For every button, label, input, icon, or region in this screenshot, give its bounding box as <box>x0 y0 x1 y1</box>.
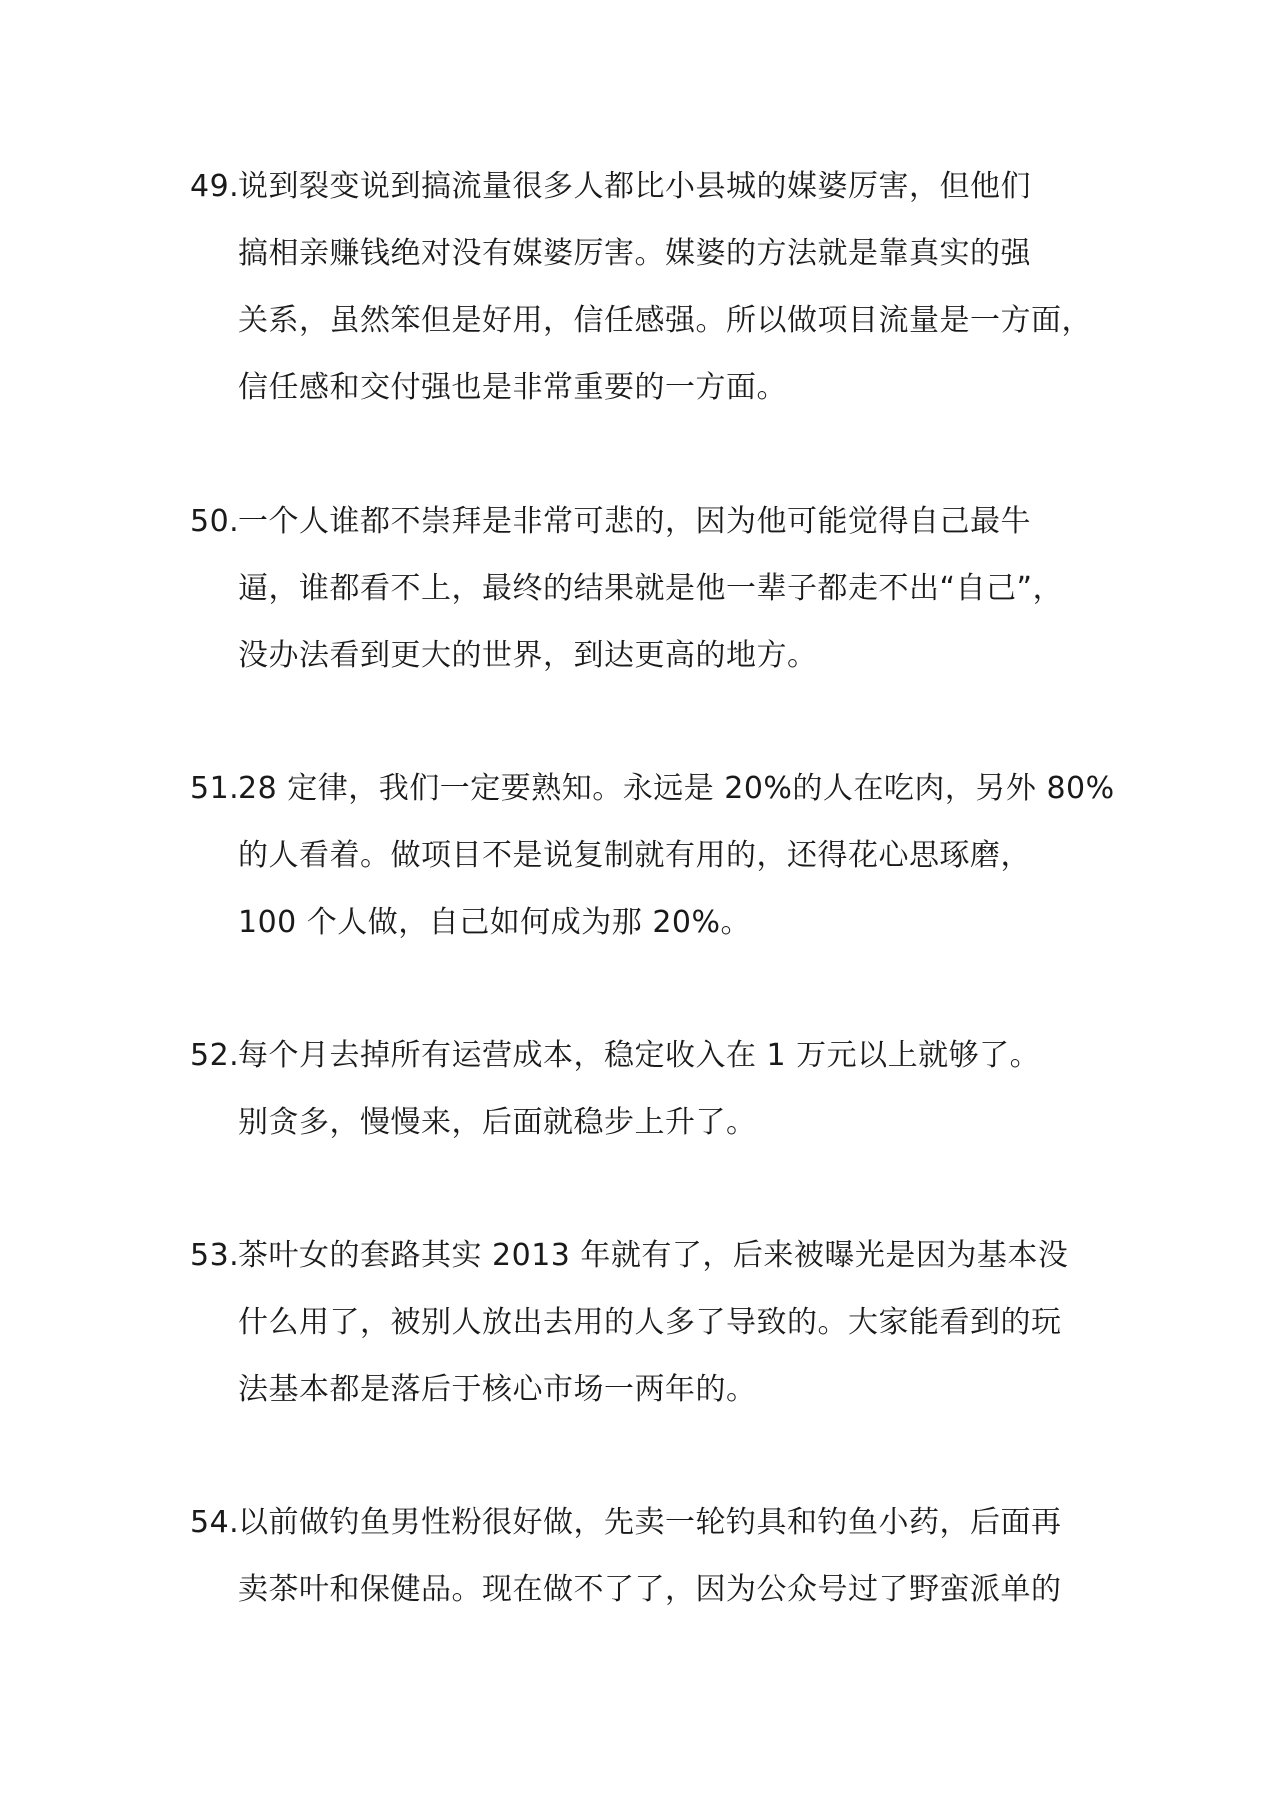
item-text: 搞相亲赚钱绝对没有媒婆厉害。媒婆的方法就是靠真实的强 <box>238 236 1031 271</box>
item-line <box>190 1356 1090 1423</box>
item-line <box>190 1222 1090 1289</box>
item-line <box>190 755 1115 822</box>
item-line <box>190 1489 1090 1556</box>
item-text: 没办法看到更大的世界，到达更高的地方。 <box>238 638 818 673</box>
item-line <box>190 153 1090 220</box>
item-line <box>190 287 1090 354</box>
item-line <box>190 1556 1090 1623</box>
item-line <box>190 1289 1090 1356</box>
item-line <box>190 1089 1090 1156</box>
list-item-50 <box>190 488 1090 689</box>
item-line <box>190 622 1090 689</box>
item-number: 51. <box>190 771 240 806</box>
item-text: 法基本都是落后于核心市场一两年的。 <box>238 1372 757 1407</box>
item-text: 的人看着。做项目不是说复制就有用的，还得花心思琢磨， <box>238 838 1031 873</box>
item-text: 100 个人做，自己如何成为那 20%。 <box>238 905 752 940</box>
item-line <box>190 555 1090 622</box>
list-item-53 <box>190 1222 1090 1423</box>
item-number: 53. <box>190 1238 240 1273</box>
item-text: 逼，谁都看不上，最终的结果就是他一辈子都走不出“自己”， <box>238 571 1064 606</box>
list-item-54 <box>190 1489 1090 1623</box>
list-item-51 <box>190 755 1115 956</box>
item-line <box>190 822 1090 889</box>
item-text: 说到裂变说到搞流量很多人都比小县城的媒婆厉害，但他们 <box>238 169 1031 204</box>
item-text: 28 定律，我们一定要熟知。永远是 20%的人在吃肉，另外 80% <box>238 771 1115 806</box>
item-text: 一个人谁都不崇拜是非常可悲的，因为他可能觉得自己最牛 <box>238 504 1031 539</box>
item-text: 关系，虽然笨但是好用，信任感强。所以做项目流量是一方面， <box>238 303 1092 338</box>
item-text: 卖茶叶和保健品。现在做不了了，因为公众号过了野蛮派单的 <box>238 1572 1062 1607</box>
item-text: 别贪多，慢慢来，后面就稳步上升了。 <box>238 1105 757 1140</box>
item-text: 信任感和交付强也是非常重要的一方面。 <box>238 370 787 405</box>
list-item-49 <box>190 153 1090 421</box>
item-line <box>190 488 1090 555</box>
item-line <box>190 1022 1090 1089</box>
item-line <box>190 220 1090 287</box>
item-number: 54. <box>190 1505 240 1540</box>
item-number: 49. <box>190 169 240 204</box>
item-text: 茶叶女的套路其实 2013 年就有了，后来被曝光是因为基本没 <box>238 1238 1069 1273</box>
item-number: 50. <box>190 504 240 539</box>
item-line <box>190 354 1090 421</box>
item-text: 以前做钓鱼男性粉很好做，先卖一轮钓具和钓鱼小药，后面再 <box>238 1505 1062 1540</box>
list-item-52 <box>190 1022 1090 1156</box>
item-number: 52. <box>190 1038 240 1073</box>
item-line <box>190 889 1090 956</box>
item-text: 每个月去掉所有运营成本，稳定收入在 1 万元以上就够了。 <box>238 1038 1041 1073</box>
item-text: 什么用了，被别人放出去用的人多了导致的。大家能看到的玩 <box>238 1305 1062 1340</box>
